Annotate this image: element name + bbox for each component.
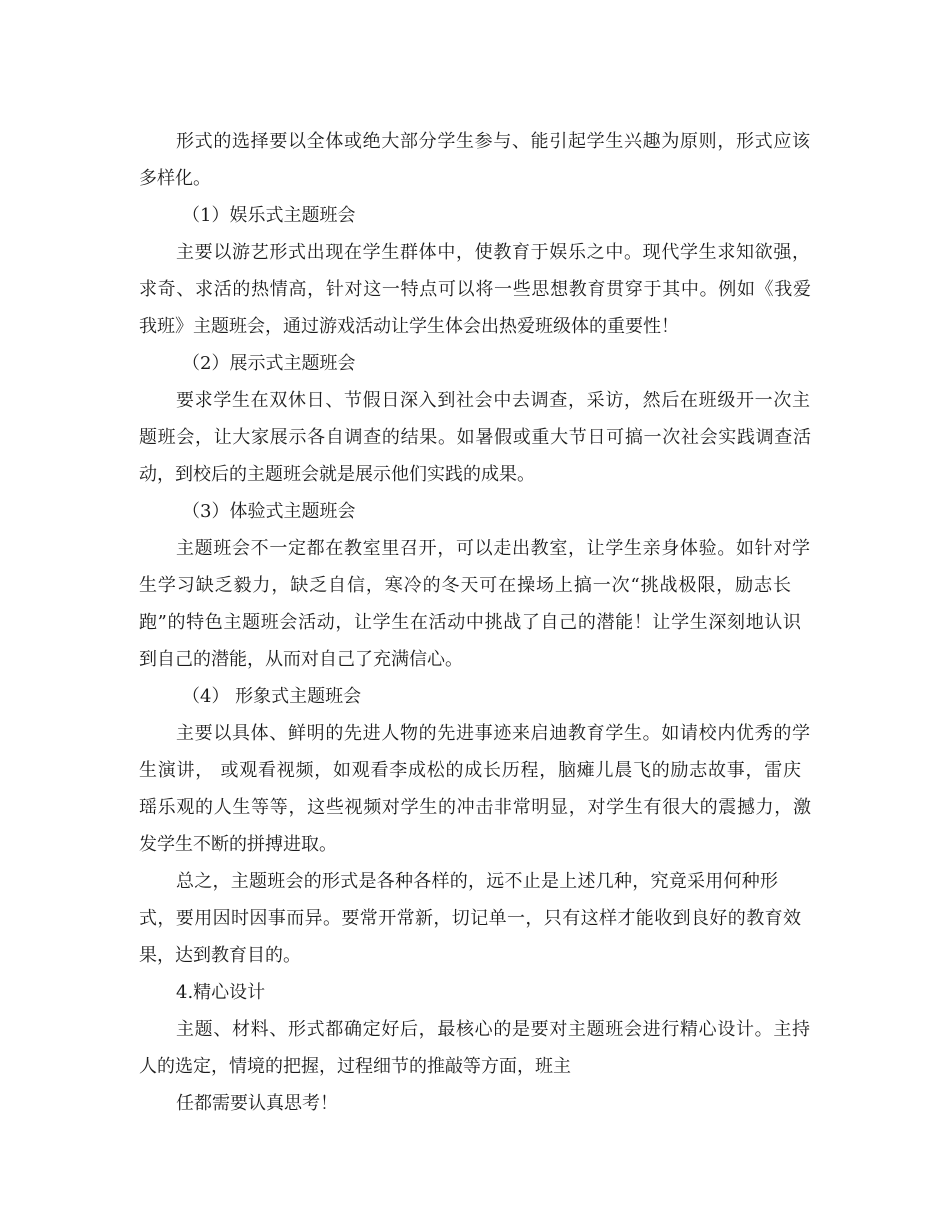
paragraph-line: 主题班会不一定都在教室里召开，可以走出教室，让学生亲身体验。如针对学 [176, 538, 810, 559]
section-heading: （1）娱乐式主题班会 [182, 205, 356, 226]
paragraph-line: 动，到校后的主题班会就是展示他们实践的成果。 [139, 464, 535, 485]
paragraph-line: 主题、材料、形式都确定好后，最核心的是要对主题班会进行精心设计。主持 [176, 1019, 810, 1040]
paragraph-line: 我班》主题班会，通过游戏活动让学生体会出热爱班级体的重要性！ [139, 316, 679, 337]
paragraph-line: 多样化。 [139, 168, 211, 189]
section-heading: （4） 形象式主题班会 [182, 686, 362, 707]
paragraph-line: 人的选定，情境的把握，过程细节的推敲等方面，班主 [139, 1056, 571, 1077]
paragraph-line: 式，要用因时因事而异。要常开常新，切记单一，只有这样才能收到良好的教育效 [139, 908, 801, 929]
paragraph-line: 跑”的特色主题班会活动，让学生在活动中挑战了自己的潜能！让学生深刻地认识 [139, 612, 801, 633]
paragraph-line: 到自己的潜能，从而对自己了充满信心。 [139, 649, 463, 670]
paragraph-line: 求奇、求活的热情高，针对这一特点可以将一些思想教育贯穿于其中。例如《我爱 [139, 279, 811, 300]
paragraph-line: 发学生不断的拼搏进取。 [139, 834, 337, 855]
section-heading: （2）展示式主题班会 [182, 353, 356, 374]
paragraph-line: 总之，主题班会的形式是各种各样的，远不止是上述几种，究竟采用何种形 [176, 871, 778, 892]
paragraph-line: 要求学生在双休日、节假日深入到社会中去调查，采访，然后在班级开一次主 [176, 390, 810, 411]
paragraph-line: 主要以具体、鲜明的先进人物的先进事迹来启迪教育学生。如请校内优秀的学 [176, 723, 810, 744]
paragraph-line: 形式的选择要以全体或绝大部分学生参与、能引起学生兴趣为原则，形式应该 [176, 131, 810, 152]
paragraph-line: 任都需要认真思考！ [176, 1093, 338, 1114]
paragraph-line: 主要以游艺形式出现在学生群体中，使教育于娱乐之中。现代学生求知欲强， [176, 242, 810, 263]
paragraph-line: 果，达到教育目的。 [139, 945, 301, 966]
paragraph-line: 生学习缺乏毅力，缺乏自信，寒冷的冬天可在操场上搞一次“挑战极限，励志长 [139, 575, 791, 596]
paragraph-line: 瑶乐观的人生等等，这些视频对学生的冲击非常明显，对学生有很大的震撼力，激 [139, 797, 811, 818]
paragraph-line: 生演讲， 或观看视频，如观看李成松的成长历程，脑瘫儿晨飞的励志故事，雷庆 [139, 760, 801, 781]
paragraph-line: 题班会，让大家展示各自调查的结果。如暑假或重大节日可搞一次社会实践调查活 [139, 427, 811, 448]
section-heading: 4.精心设计 [176, 982, 266, 1003]
section-heading: （3）体验式主题班会 [182, 501, 356, 522]
